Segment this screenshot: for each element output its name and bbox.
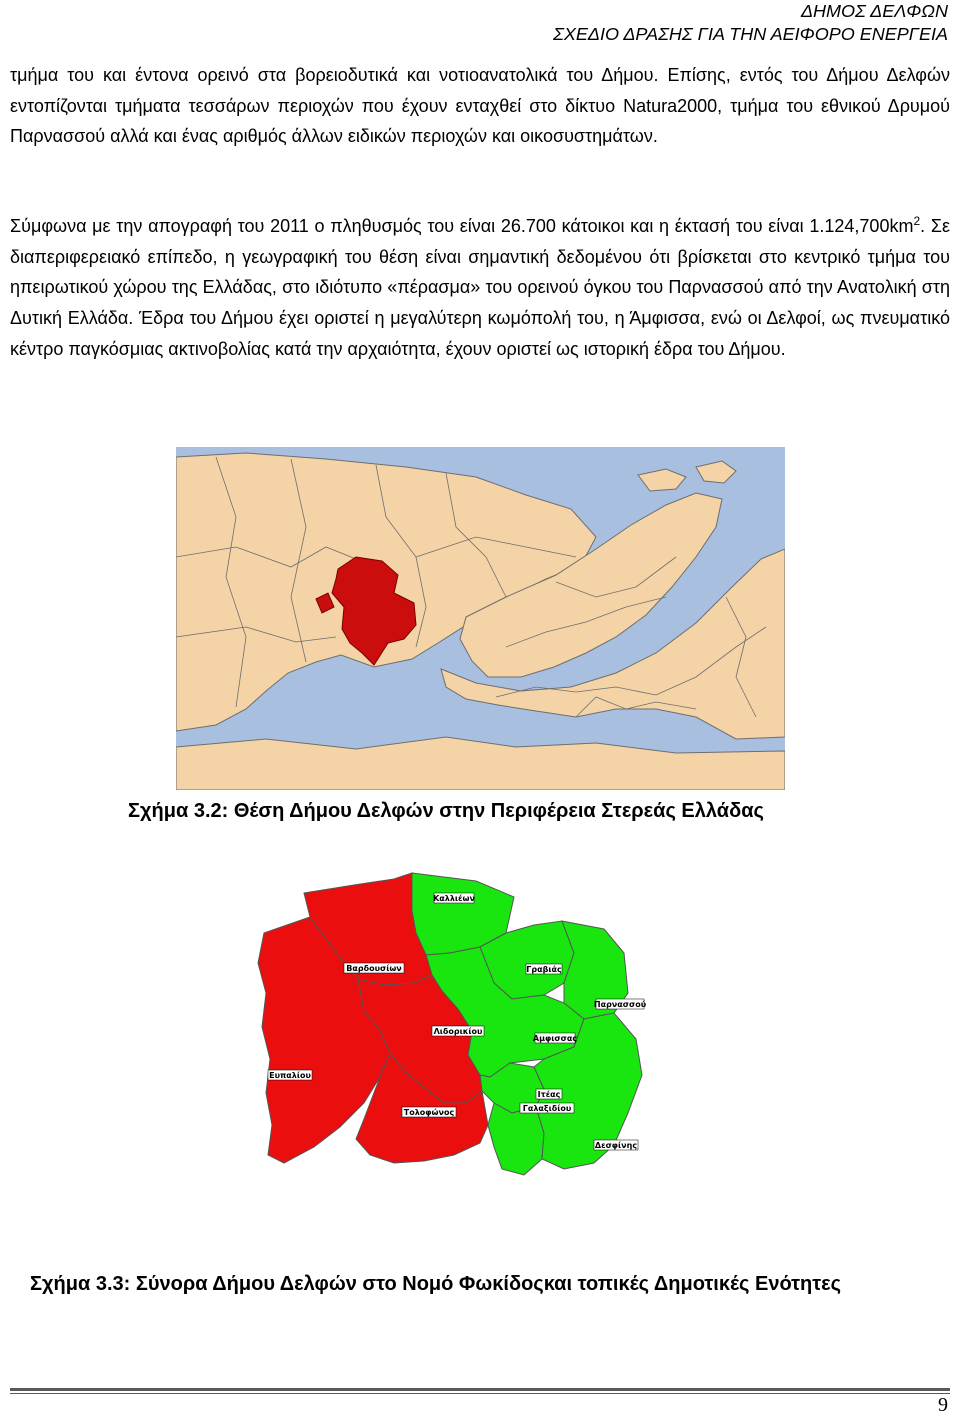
- paragraph-population: [10, 206, 950, 365]
- label-gravias: Γραβιάς: [526, 965, 562, 974]
- label-galaxidiou: Γαλαξιδίου: [522, 1104, 572, 1113]
- label-desfinis: Δεσφίνης: [594, 1141, 638, 1150]
- paragraph-population-rest: . Σε διαπεριφερειακό επίπεδο, η γεωγραφική του θέση είναι σημαντική δεδομένου ότι βρίσκεται στο κεντρικό τμήμα του ηπειρωτικού χώρου της Ελλάδας, στο ιδιότυπο «πέρασμα» του ορεινού όγκου του Παρνασσού από την Ανατολική στη Δυτική Ελλάδα. Έδρα του Δήμου έχει οριστεί η μεγαλύτερη κωμόπολή του, η Άμφισσα, ενώ οι Δελφοί, ως πνευματικό κέντρο παγκόσμιας ακτινοβολίας κατά την αρχαιότητα, έχουν οριστεί ως ιστορική έδρα του Δήμου.: [10, 216, 950, 359]
- label-efpaliou: Ευπαλίου: [269, 1071, 311, 1080]
- page-number: 9: [938, 1394, 948, 1416]
- label-amfissas: Αμφισσας: [532, 1034, 578, 1043]
- footer-rule-thick: [10, 1388, 950, 1391]
- label-kallieon: Καλλιέων: [433, 894, 475, 903]
- delphi-units-map: [244, 863, 693, 1198]
- label-lidorikiou: Λιδορικίου: [433, 1027, 483, 1036]
- header-plan-title: ΣΧΕΔΙΟ ΔΡΑΣΗΣ ΓΙΑ ΤΗΝ ΑΕΙΦΟΡΟ ΕΝΕΡΓΕΙΑ: [553, 24, 948, 44]
- page-header: [553, 0, 948, 46]
- label-vardousion: Βαρδουσίων: [346, 964, 402, 973]
- superscript-two: 2: [913, 214, 921, 228]
- figure2-caption: Σχήμα 3.3: Σύνορα Δήμου Δελφών στο Νομό Φωκίδοςκαι τοπικές Δημοτικές Ενότητες: [30, 1273, 842, 1295]
- figure1-caption: Σχήμα 3.2: Θέση Δήμου Δελφών στην Περιφέρεια Στερεάς Ελλάδας: [128, 800, 764, 822]
- paragraph-population-start: Σύμφωνα με την απογραφή του 2011 ο πληθυσμός του είναι 26.700 κάτοικοι και η έκτασή του είναι 1.124,700km: [10, 216, 914, 236]
- header-municipality: ΔΗΜΟΣ ΔΕΛΦΩΝ: [800, 1, 948, 21]
- label-tolofonos: Τολοφώνος: [403, 1108, 455, 1117]
- paragraph-natura: τμήμα του και έντονα ορεινό στα βορειοδυτικά και νοτιοανατολικά του Δήμου. Επίσης, εντός του Δήμου Δελφών εντοπίζονται τμήματα τεσσάρων περιοχών που έχουν ενταχθεί στο δίκτυο Natura2000, τμήμα του εθνικού Δρυμού Παρνασσού αλλά και ένας αριθμός άλλων ειδικών περιοχών και οικοσυστημάτων.: [10, 65, 950, 147]
- label-parnassou: Παρνασσού: [593, 1000, 647, 1009]
- footer-rule-thin: [10, 1393, 950, 1394]
- central-greece-map: [176, 447, 785, 790]
- label-iteas: Ιτέας: [537, 1090, 561, 1099]
